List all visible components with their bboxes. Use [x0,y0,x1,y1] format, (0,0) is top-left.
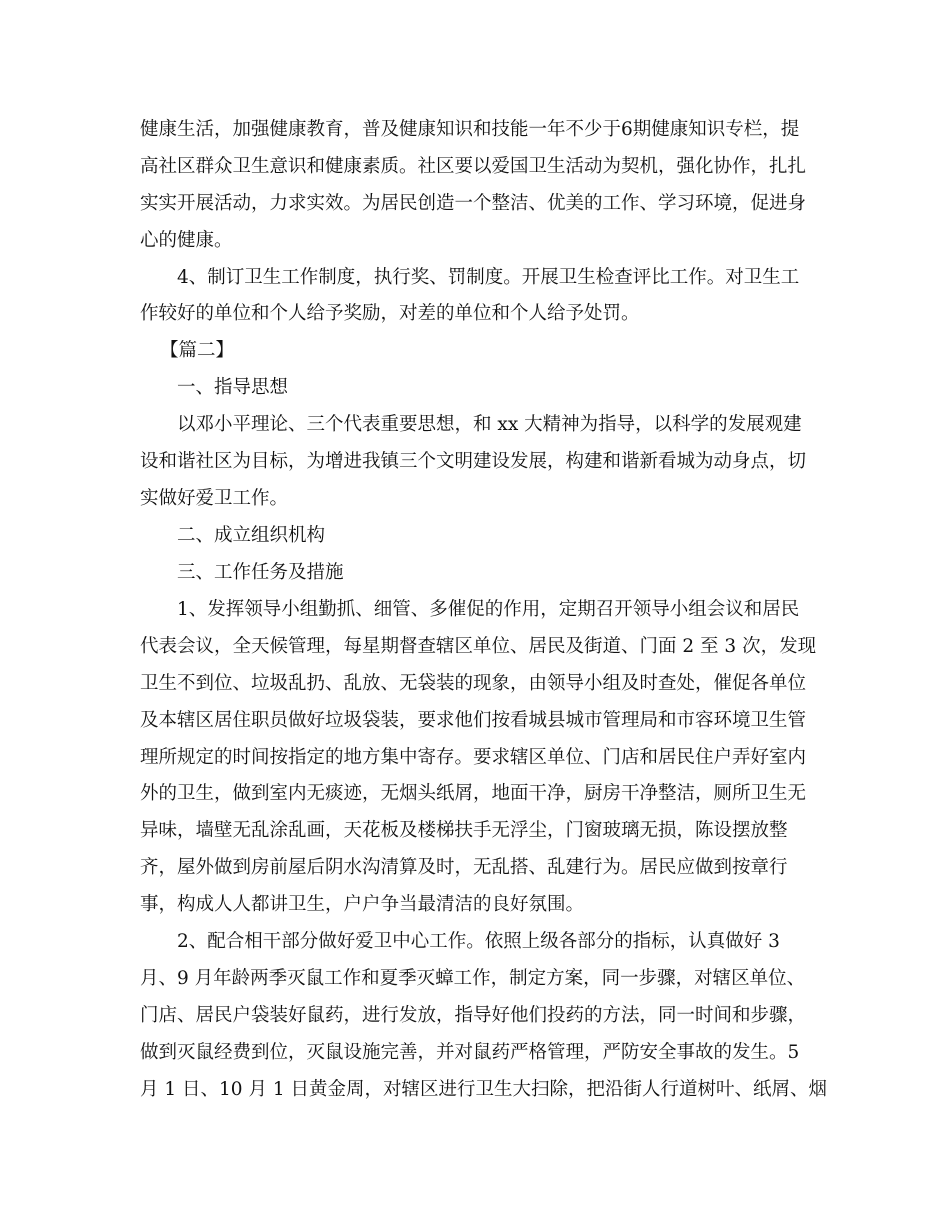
text-line: 代表会议，全天候管理，每星期督查辖区单位、居民及街道、门面 2 至 3 次，发现 [140,636,817,657]
text-line: 心的健康。 [140,230,233,251]
text-line: 4、制订卫生工作制度，执行奖、罚制度。开展卫生检查评比工作。对卫生工 [177,267,800,288]
text-line: 理所规定的时间按指定的地方集中寄存。要求辖区单位、门店和居民住户弄好室内 [140,747,807,768]
text-line: 高社区群众卫生意识和健康素质。社区要以爱国卫生活动为契机，强化协作，扎扎 [140,156,807,177]
text-line: 月、9 月年龄两季灭鼠工作和夏季灭蟑工作，制定方案，同一步骤，对辖区单位、 [140,968,806,989]
subsection-heading: 一、指导思想 [177,377,289,398]
subsection-heading: 三、工作任务及措施 [177,562,344,583]
text-line: 做到灭鼠经费到位，灭鼠设施完善，并对鼠药严格管理，严防安全事故的发生。5 [140,1042,800,1063]
text-line: 实做好爱卫工作。 [140,488,289,509]
text-line: 实实开展活动，力求实效。为居民创造一个整洁、优美的工作、学习环境，促进身 [140,193,807,214]
text-line: 事，构成人人都讲卫生，户户争当最清洁的良好氛围。 [140,894,585,915]
text-line: 设和谐社区为目标，为增进我镇三个文明建设发展，构建和谐新看城为动身点，切 [140,451,807,472]
text-line: 健康生活，加强健康教育，普及健康知识和技能一年不少于6期健康知识专栏，提 [140,119,800,140]
text-line: 及本辖区居住职员做好垃圾袋装，要求他们按看城县城市管理局和市容环境卫生管 [140,710,807,731]
text-line: 异味，墙壁无乱涂乱画，天花板及楼梯扶手无浮尘，门窗玻璃无损，陈设摆放整 [140,820,788,841]
text-line: 月 1 日、10 月 1 日黄金周，对辖区进行卫生大扫除，把沿街人行道树叶、纸屑、烟 [140,1079,827,1100]
text-line: 作较好的单位和个人给予奖励，对差的单位和个人给予处罚。 [140,303,640,324]
text-line: 以邓小平理论、三个代表重要思想，和 xx 大精神为指导，以科学的发展观建 [177,414,802,435]
text-line: 卫生不到位、垃圾乱扔、乱放、无袋装的现象，由领导小组及时查处，催促各单位 [140,673,807,694]
text-line: 1、发挥领导小组勤抓、细管、多催促的作用，定期召开领导小组会议和居民 [177,599,800,620]
subsection-heading: 二、成立组织机构 [177,525,326,546]
text-line: 外的卫生，做到室内无痰迹，无烟头纸屑，地面干净，厨房干净整洁，厕所卫生无 [140,783,807,804]
text-line: 2、配合相干部分做好爱卫中心工作。依照上级各部分的指标，认真做好 3 [177,931,780,952]
text-line: 齐，屋外做到房前屋后阴水沟清算及时，无乱搭、乱建行为。居民应做到按章行 [140,857,788,878]
section-heading: 【篇二】 [160,340,235,361]
text-line: 门店、居民户袋装好鼠药，进行发放，指导好他们投药的方法，同一时间和步骤， [140,1005,807,1026]
